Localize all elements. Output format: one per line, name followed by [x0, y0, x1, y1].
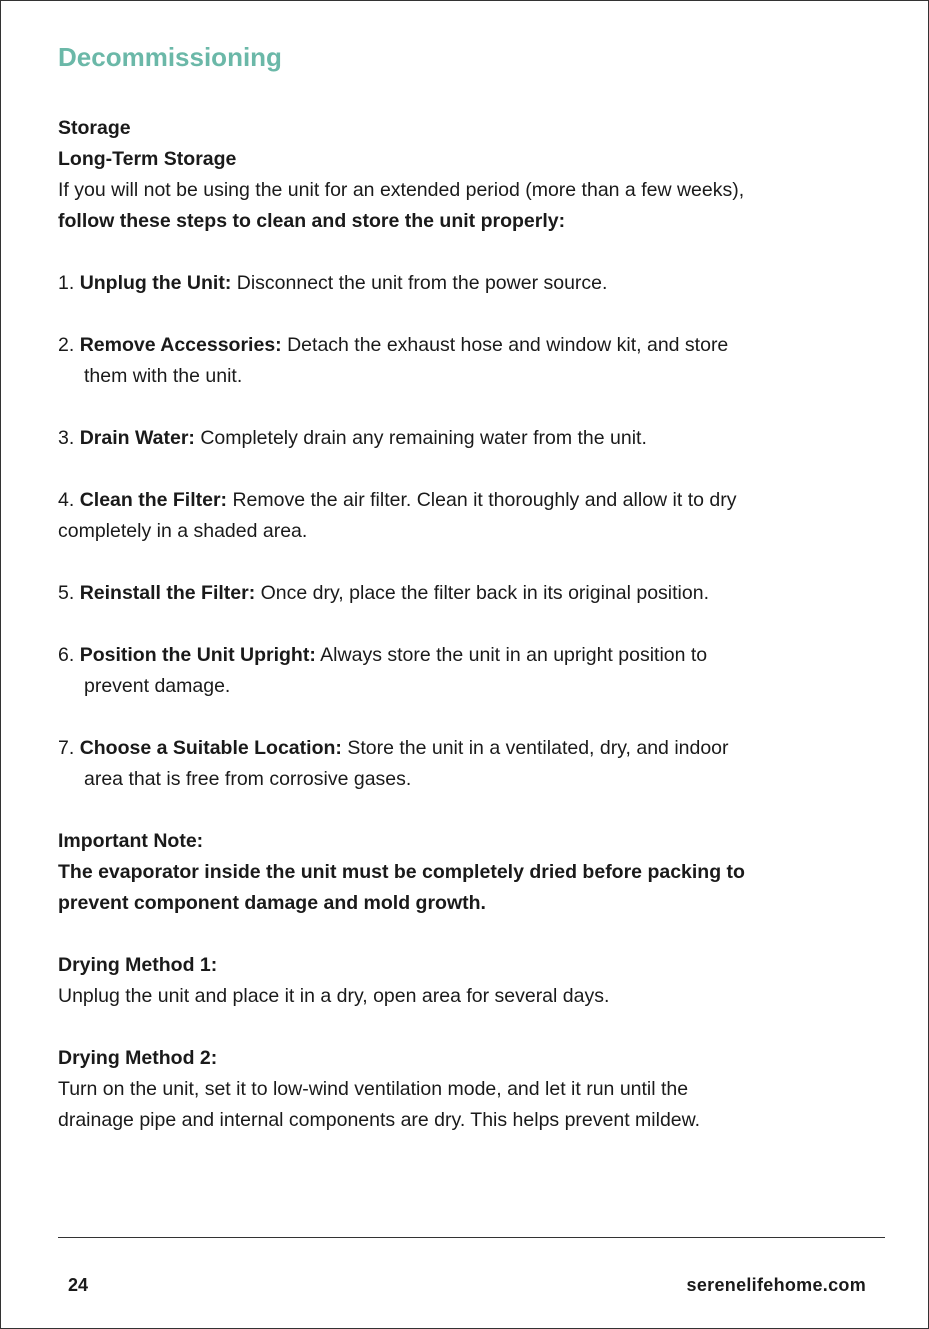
method-heading: Drying Method 1: — [58, 954, 218, 976]
step-text-continued: them with the unit. — [84, 365, 243, 387]
step-text: Store the unit in a ventilated, dry, and indoor — [347, 737, 729, 759]
step-label: Position the Unit Upright: — [79, 644, 316, 666]
step-number: 3. — [58, 427, 75, 449]
drying-method-1 — [58, 950, 878, 1012]
step-5 — [58, 578, 878, 609]
method-text-continued: drainage pipe and internal components are dry. This helps prevent mildew. — [58, 1109, 701, 1131]
step-text: Completely drain any remaining water from the unit. — [200, 427, 647, 449]
footer-divider — [58, 1237, 885, 1238]
website-link[interactable]: serenelifehome.com — [686, 1275, 866, 1295]
step-text-continued: area that is free from corrosive gases. — [84, 768, 412, 790]
page-number: 24 — [68, 1275, 89, 1295]
step-text: Always store the unit in an upright position to — [320, 644, 708, 666]
step-text: Disconnect the unit from the power source. — [236, 272, 608, 294]
step-label: Reinstall the Filter: — [79, 582, 256, 604]
step-label: Drain Water: — [79, 427, 195, 449]
drying-method-2 — [58, 1043, 878, 1136]
step-number: 2. — [58, 334, 75, 356]
step-2 — [58, 330, 878, 392]
step-text-continued: prevent damage. — [84, 675, 231, 697]
note-text-continued: prevent component damage and mold growth. — [58, 892, 486, 914]
step-text: Detach the exhaust hose and window kit, and store — [287, 334, 729, 356]
note-text: The evaporator inside the unit must be completely dried before packing to — [58, 861, 745, 883]
step-number: 6. — [58, 644, 75, 666]
intro-text: If you will not be using the unit for an extended period (more than a few weeks), — [58, 179, 745, 201]
step-label: Clean the Filter: — [79, 489, 228, 511]
step-4 — [58, 485, 878, 547]
step-6 — [58, 640, 878, 702]
step-text: Remove the air filter. Clean it thoroughly and allow it to dry — [232, 489, 737, 511]
method-text: Turn on the unit, set it to low-wind ventilation mode, and let it run until the — [58, 1078, 689, 1100]
long-term-storage-heading: Long-Term Storage — [58, 148, 237, 170]
step-label: Remove Accessories: — [79, 334, 282, 356]
step-3 — [58, 423, 878, 454]
note-heading: Important Note: — [58, 830, 204, 852]
storage-heading: Storage — [58, 117, 131, 139]
step-number: 4. — [58, 489, 75, 511]
step-1 — [58, 268, 878, 299]
step-text: Once dry, place the filter back in its original position. — [260, 582, 709, 604]
important-note — [58, 826, 878, 919]
step-label: Choose a Suitable Location: — [79, 737, 342, 759]
step-text-continued: completely in a shaded area. — [58, 520, 308, 542]
step-number: 1. — [58, 272, 75, 294]
step-7 — [58, 733, 878, 795]
page-title: Decommissioning — [58, 42, 282, 72]
step-number: 5. — [58, 582, 75, 604]
page-content — [58, 41, 878, 1136]
method-heading: Drying Method 2: — [58, 1047, 218, 1069]
step-number: 7. — [58, 737, 75, 759]
step-label: Unplug the Unit: — [79, 272, 232, 294]
intro-instruction: follow these steps to clean and store the unit properly: — [58, 210, 566, 232]
method-text: Unplug the unit and place it in a dry, open area for several days. — [58, 985, 610, 1007]
